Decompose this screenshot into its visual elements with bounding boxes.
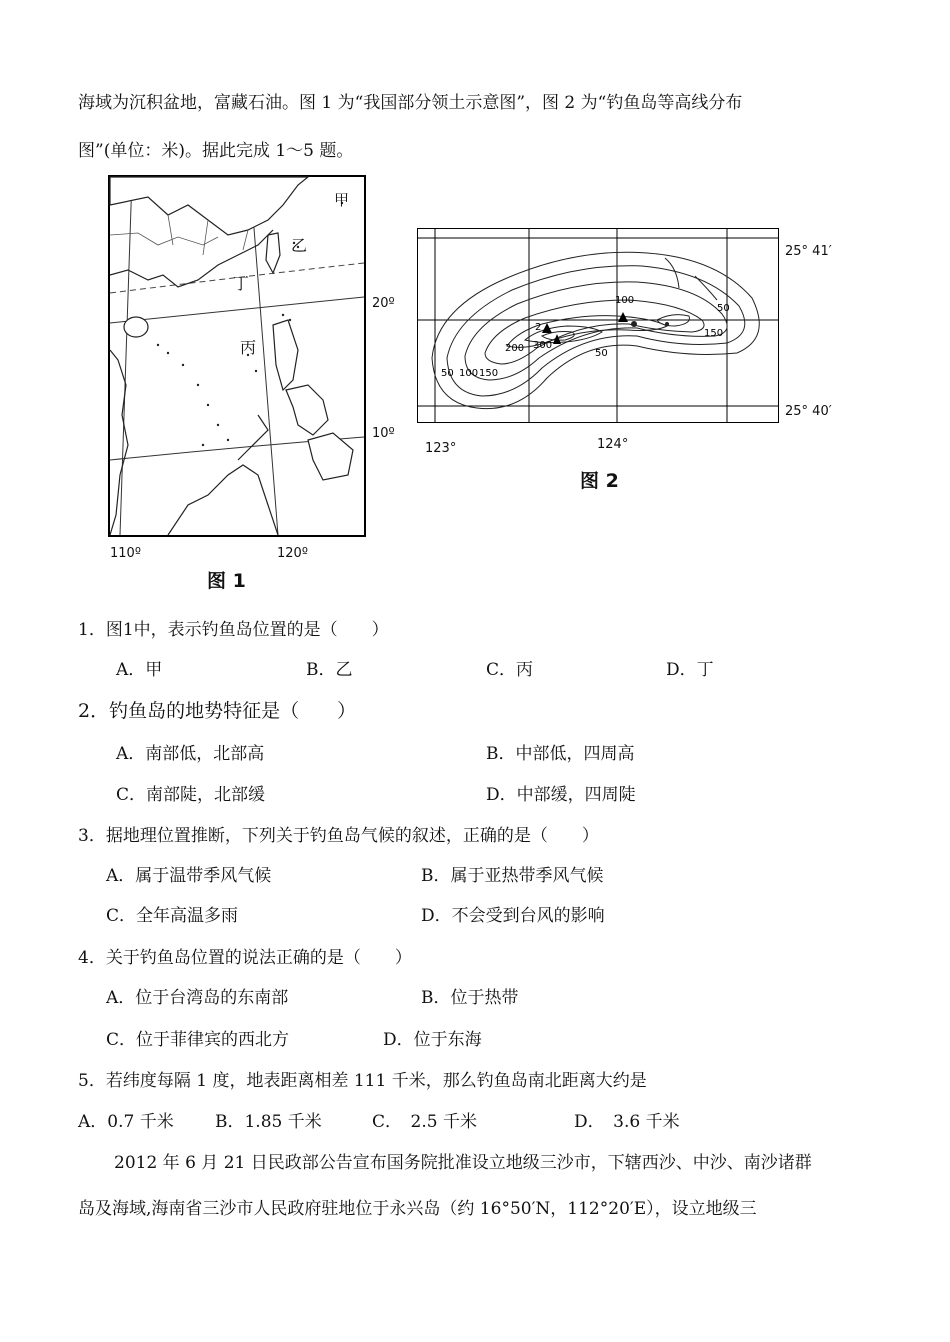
contour-label: 50 <box>441 368 454 379</box>
question-2-stem: 2．钓鱼岛的地势特征是（ ） <box>78 700 357 722</box>
question-2-option-d: D．中部缓，四周陡 <box>486 785 636 805</box>
figure-1-map <box>108 175 366 537</box>
question-4-option-c: C．位于菲律宾的西北方 <box>106 1030 290 1050</box>
question-5-stem: 5．若纬度每隔 1 度，地表距离相差 111 千米，那么钓鱼岛南北距离大约是 <box>78 1071 647 1091</box>
closing-line-1: 2012 年 6 月 21 日民政部公告宣布国务院批准设立地级三沙市，下辖西沙、中沙、南沙诸群 <box>114 1153 812 1173</box>
contour-label: 50 <box>717 303 730 314</box>
question-3-option-c: C．全年高温多雨 <box>106 906 239 926</box>
contour-label: 200 <box>505 343 525 354</box>
figure-2-contour-map <box>417 228 779 423</box>
closing-line-2: 岛及海域,海南省三沙市人民政府驻地位于永兴岛（约 16°50′N，112°20′E），设立地级三 <box>78 1199 757 1219</box>
question-4-option-b: B．位于热带 <box>421 988 519 1008</box>
question-2-option-a: A．南部低，北部高 <box>116 744 265 764</box>
intro-line-1: 海域为沉积盆地，富藏石油。图 1 为“我国部分领土示意图”，图 2 为“钓鱼岛等高线分布 <box>78 93 743 113</box>
fig2-lat-40: 25° 40′ <box>785 404 832 419</box>
place-bing: 丙 <box>240 338 257 357</box>
question-5-option-c: C． 2.5 千米 <box>372 1112 477 1132</box>
place-jia: 甲 <box>334 191 350 209</box>
fig1-lon-120: 120º <box>277 546 308 561</box>
figure-1-svg <box>108 175 366 537</box>
contour-label: 100 <box>615 295 635 306</box>
contour-label: 50 <box>595 348 608 359</box>
fig1-lat-20: 20º <box>372 296 395 311</box>
question-4-option-a: A．位于台湾岛的东南部 <box>106 988 289 1008</box>
question-2-option-c: C．南部陡，北部缓 <box>116 785 266 805</box>
figure-1-caption: 图 1 <box>207 570 246 592</box>
question-5-option-b: B．1.85 千米 <box>215 1112 322 1132</box>
contour-label: 2 <box>535 322 542 333</box>
fig1-lat-10: 10º <box>372 426 395 441</box>
fig2-lat-41: 25° 41′ <box>785 244 832 259</box>
question-3-option-d: D．不会受到台风的影响 <box>421 906 605 926</box>
question-4-option-d: D．位于东海 <box>383 1030 482 1050</box>
fig2-lon-124: 124° <box>597 437 629 452</box>
question-5-option-d: D． 3.6 千米 <box>574 1112 680 1132</box>
place-ding: 丁 <box>233 274 250 293</box>
intro-line-2: 图”(单位：米)。据此完成 1～5 题。 <box>78 141 354 161</box>
question-1-option-a: A．甲 <box>116 660 163 680</box>
contour-label: 300 <box>533 340 553 351</box>
fig1-lon-110: 110º <box>110 546 141 561</box>
question-1-option-b: B．乙 <box>306 660 353 680</box>
question-4-stem: 4．关于钓鱼岛位置的说法正确的是（ ） <box>78 948 412 968</box>
question-1-stem: 1．图1中，表示钓鱼岛位置的是（ ） <box>78 620 389 640</box>
figure-2-caption: 图 2 <box>580 470 619 492</box>
question-1-option-c: C．丙 <box>486 660 534 680</box>
figure-2-svg <box>417 228 779 423</box>
fig2-lon-123: 123° <box>425 441 457 456</box>
contour-label: 150 <box>479 368 499 379</box>
question-3-stem: 3．据地理位置推断，下列关于钓鱼岛气候的叙述，正确的是（ ） <box>78 826 599 846</box>
contour-label: 100 <box>459 368 479 379</box>
question-3-option-b: B．属于亚热带季风气候 <box>421 866 604 886</box>
question-2-option-b: B．中部低，四周高 <box>486 744 635 764</box>
question-5-option-a: A．0.7 千米 <box>78 1112 174 1132</box>
place-yi: 乙 <box>291 236 308 255</box>
question-1-option-d: D．丁 <box>666 660 714 680</box>
question-3-option-a: A．属于温带季风气候 <box>106 866 272 886</box>
contour-label: 150 <box>704 328 724 339</box>
